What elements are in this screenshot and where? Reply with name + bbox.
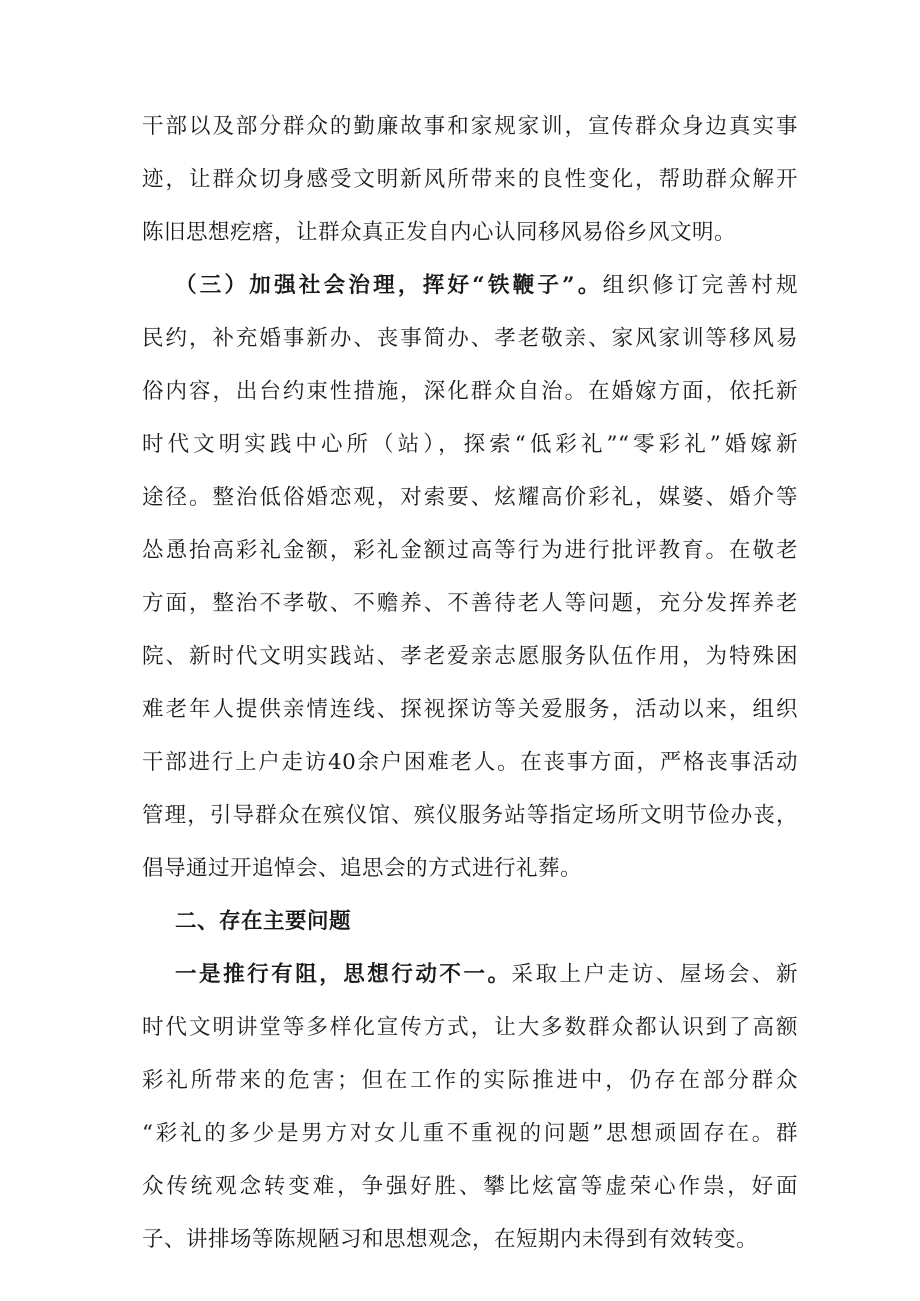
paragraph-line: 陈旧思想疙瘩，让群众真正发自内心认同移风易俗乡风文明。 — [142, 220, 737, 245]
paragraph-line: 子、讲排场等陈规陋习和思想观念，在短期内未得到有效转变。 — [142, 1227, 759, 1252]
paragraph-line: 院、新时代文明实践站、孝老爱亲志愿服务队伍作用，为特殊困 — [142, 644, 798, 669]
paragraph-line: 时代文明实践中心所（站），探索“低彩礼”“零彩礼”婚嫁新 — [142, 432, 798, 457]
paragraph-lead-line — [175, 271, 798, 301]
section-heading: 二、存在主要问题 — [175, 909, 352, 934]
paragraph-line: 方面，整治不孝敬、不赡养、不善待老人等问题，充分发挥养老 — [142, 591, 798, 616]
paragraph-lead-rest: 采取上户走访、屋场会、新 — [511, 962, 798, 987]
paragraph-line: 俗内容，出台约束性措施，深化群众自治。在婚嫁方面，依托新 — [142, 379, 798, 404]
paragraph-line: 难老年人提供亲情连线、探视探访等关爱服务，活动以来，组织 — [142, 697, 798, 722]
paragraph-line: 干部以及部分群众的勤廉故事和家规家训，宣传群众身边真实事 — [142, 114, 798, 139]
paragraph-lead-line — [175, 960, 798, 990]
paragraph-line: 众传统观念转变难，争强好胜、攀比炫富等虚荣心作祟，好面 — [142, 1174, 798, 1199]
paragraph-line: 干部进行上户走访40余户困难老人。在丧事方面，严格丧事活动 — [142, 750, 798, 775]
paragraph-line: 途径。整治低俗婚恋观，对索要、炫耀高价彩礼，媒婆、婚介等 — [142, 485, 798, 510]
paragraph-line: 管理，引导群众在殡仪馆、殡仪服务站等指定场所文明节俭办丧， — [142, 803, 798, 828]
paragraph-line: 倡导通过开追悼会、追思会的方式进行礼葬。 — [142, 856, 583, 881]
paragraph-lead-bold: （三）加强社会治理，挥好“铁鞭子”。 — [175, 273, 603, 298]
paragraph-lead-rest: 组织修订完善村规 — [602, 273, 798, 298]
paragraph-line: “彩礼的多少是男方对女儿重不重视的问题”思想顽固存在。群 — [142, 1121, 798, 1146]
paragraph-line: 迹，让群众切身感受文明新风所带来的良性变化，帮助群众解开 — [142, 167, 798, 192]
paragraph-line: 时代文明讲堂等多样化宣传方式，让大多数群众都认识到了高额 — [142, 1015, 798, 1040]
paragraph-line: 彩礼所带来的危害；但在工作的实际推进中，仍存在部分群众 — [142, 1068, 798, 1093]
paragraph-line: 怂恿抬高彩礼金额，彩礼金额过高等行为进行批评教育。在敬老 — [142, 538, 798, 563]
paragraph-line: 民约，补充婚事新办、丧事简办、孝老敬亲、家风家训等移风易 — [142, 326, 798, 351]
paragraph-lead-bold: 一是推行有阻，思想行动不一。 — [175, 962, 512, 987]
